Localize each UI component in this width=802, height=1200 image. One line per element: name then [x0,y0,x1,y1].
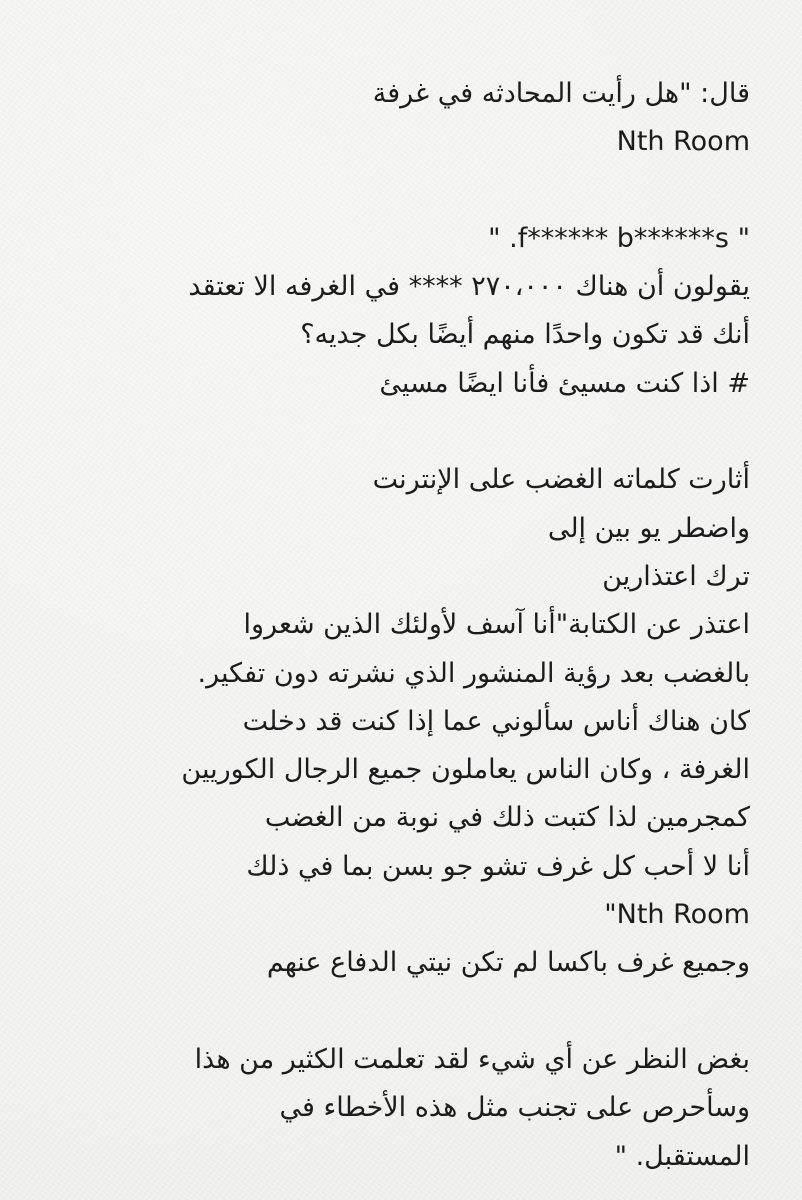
note-line: بغض النظر عن أي شيء لقد تعلمت الكثير من هذا [194,1043,750,1075]
note-line: يقولون أن هناك ٢٧٠،٠٠٠ **** في الغرفه الا تعتقد [188,271,750,303]
note-line: "Nth Room [604,899,750,931]
note-line: اعتذر عن الكتابة"أنا آسف لأولئك الذين شعروا [243,609,750,641]
note-line: وجميع غرف باكسا لم تكن نيتي الدفاع عنهم [266,947,750,979]
note-line: أثارت كلماته الغضب على الإنترنت [372,464,750,496]
note-line: واضطر يو بين إلى [547,512,750,544]
note-line: الغرفة ، وكان الناس يعاملون جميع الرجال الكوريين [181,754,750,786]
note-line: كان هناك أناس سألوني عما إذا كنت قد دخلت [242,705,750,737]
note-line: بالغضب بعد رؤية المنشور الذي نشرته دون تفكير. [197,657,750,689]
note-line: أنك قد تكون واحدًا منهم أيضًا بكل جديه؟ [300,319,750,351]
note-line: Nth Room [616,126,750,158]
note-line: ترك اعتذارين [602,560,750,592]
note-line: كمجرمين لذا كتبت ذلك في نوبة من الغضب [264,802,750,834]
note-line: قال: "هل رأيت المحادثه في غرفة [372,78,750,109]
note-blank-line [38,988,750,1036]
note-blank-line [38,167,750,215]
note-line: " .f****** b******s " [488,222,750,254]
note-line: المستقبل. " [614,1140,750,1172]
note-line: وسأحرص على تجنب مثل هذه الأخطاء في [279,1092,750,1124]
note-line: أنا لا أحب كل غرف تشو جو بسن بما في ذلك [246,850,750,882]
note-blank-line [38,408,750,456]
note-line: # اذا كنت مسيئ فأنا ايضًا مسيئ [379,367,750,399]
note-text-body [38,70,750,1181]
